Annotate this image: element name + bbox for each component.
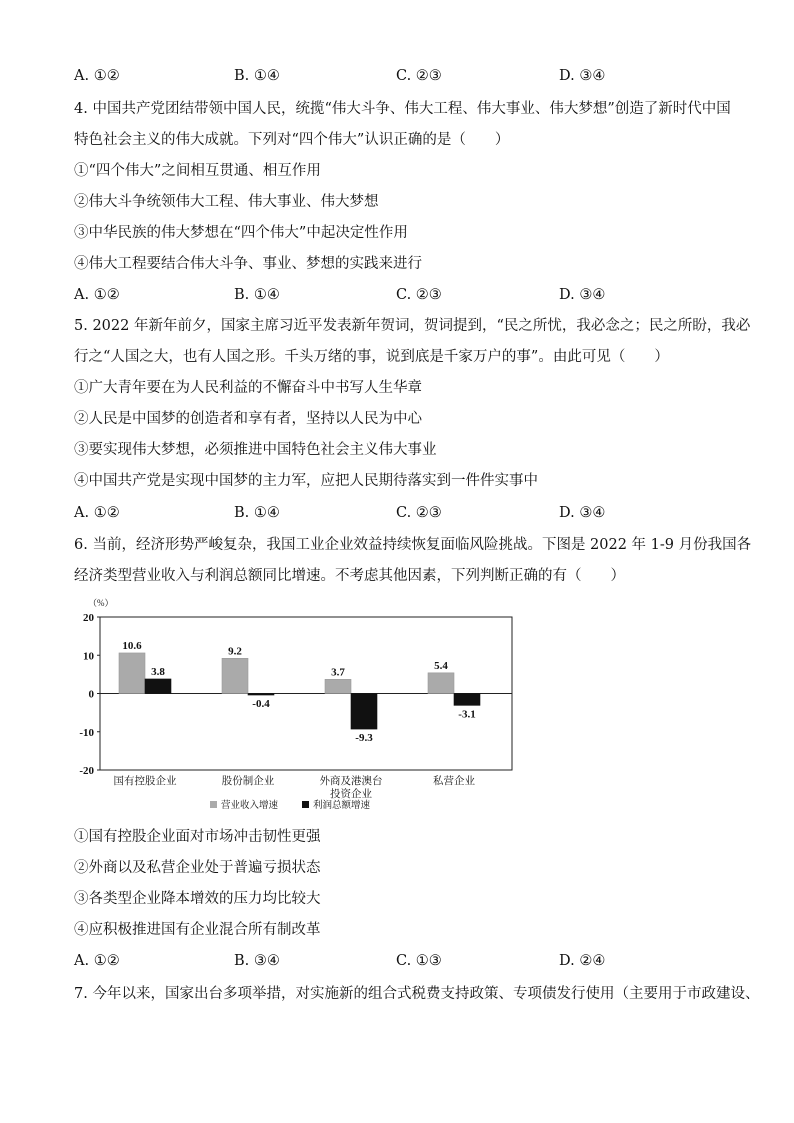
category-label: 股份制企业 [221, 776, 275, 787]
q6-item-3: ③各类型企业降本增效的压力均比较大 [74, 891, 321, 907]
option-d[interactable]: D. ③④ [559, 505, 606, 521]
q5-item-3: ③要实现伟大梦想，必须推进中国特色社会主义伟大事业 [74, 442, 437, 458]
q5-item-4: ④中国共产党是实现中国梦的主力军，应把人民期待落实到一件件实事中 [74, 473, 538, 489]
option-a[interactable]: A. ①② [74, 68, 120, 84]
legend-label: 利润总额增速 [313, 801, 371, 811]
option-a[interactable]: A. ①② [74, 287, 120, 303]
q4-options [74, 285, 714, 305]
bar-revenue [119, 653, 145, 694]
q4-item-2: ②伟大斗争统领伟大工程、伟大事业、伟大梦想 [74, 194, 379, 210]
bar-profit [454, 694, 480, 706]
q6-item-2: ②外商以及私营企业处于普遍亏损状态 [74, 860, 321, 876]
legend-swatch [302, 801, 309, 808]
q6-stem-line2: 经济类型营业收入与利润总额同比增速。不考虑其他因素，下列判断正确的有（ ） [74, 568, 625, 584]
q7-stem-line1: 7. 今年以来，国家出台多项举措，对实施新的组合式税费支持政策、专项债发行使用（主要用于市政建设、 [74, 986, 760, 1002]
q4-item-4: ④伟大工程要结合伟大斗争、事业、梦想的实践来进行 [74, 256, 422, 272]
data-label: -3.1 [458, 708, 476, 721]
option-b[interactable]: B. ③④ [234, 953, 280, 969]
option-a[interactable]: A. ①② [74, 953, 120, 969]
y-tick-label: 0 [88, 688, 94, 701]
legend-label: 营业收入增速 [221, 801, 279, 811]
legend-swatch [210, 801, 217, 808]
bar-revenue [325, 679, 351, 693]
data-label: 10.6 [122, 639, 142, 652]
option-b[interactable]: B. ①④ [234, 287, 280, 303]
q4-stem-line1: 4. 中国共产党团结带领中国人民，统揽“伟大斗争、伟大工程、伟大事业、伟大梦想”创造了新时代中国 [74, 101, 731, 117]
q6-options [74, 951, 714, 971]
option-d[interactable]: D. ②④ [559, 953, 606, 969]
y-tick-label: -20 [79, 765, 94, 777]
bar-profit [145, 679, 171, 694]
q5-item-2: ②人民是中国梦的创造者和享有者，坚持以人民为中心 [74, 411, 422, 427]
y-tick-label: 20 [83, 612, 94, 624]
bar-profit [248, 694, 274, 696]
option-c[interactable]: C. ②③ [396, 287, 442, 303]
category-label: 投资企业 [330, 789, 372, 800]
option-c[interactable]: C. ②③ [396, 505, 442, 521]
category-label: 国有控股企业 [113, 776, 177, 787]
option-d[interactable]: D. ③④ [559, 68, 606, 84]
category-label: 外商及港澳台 [319, 776, 383, 787]
q5-stem-line2: 行之“人国之大，也有人国之形。千头万绪的事，说到底是千家万户的事”。由此可见（ ） [74, 349, 669, 365]
y-tick-label: 10 [83, 650, 94, 663]
q4-item-1: ①“四个伟大”之间相互贯通、相互作用 [74, 163, 321, 179]
q5-item-1: ①广大青年要在为人民利益的不懈奋斗中书写人生华章 [74, 380, 422, 396]
data-label: 9.2 [228, 645, 242, 658]
bar-chart [62, 596, 522, 818]
option-b[interactable]: B. ①④ [234, 505, 280, 521]
option-c[interactable]: C. ①③ [396, 953, 442, 969]
bar-profit [351, 694, 377, 730]
category-label: 私营企业 [433, 776, 475, 787]
bar-revenue [222, 658, 248, 693]
bar-revenue [428, 673, 454, 694]
q4-stem-line2: 特色社会主义的伟大成就。下列对“四个伟大”认识正确的是（ ） [74, 132, 510, 148]
option-a[interactable]: A. ①② [74, 505, 120, 521]
y-tick-label: -10 [79, 726, 94, 739]
q4-item-3: ③中华民族的伟大梦想在“四个伟大”中起决定性作用 [74, 225, 408, 241]
q6-item-1: ①国有控股企业面对市场冲击韧性更强 [74, 829, 321, 845]
data-label: 3.8 [151, 665, 165, 678]
data-label: 5.4 [434, 659, 448, 672]
data-label: -0.4 [252, 698, 270, 711]
q6-item-4: ④应积极推进国有企业混合所有制改革 [74, 922, 321, 938]
option-b[interactable]: B. ①④ [234, 68, 280, 84]
option-c[interactable]: C. ②③ [396, 68, 442, 84]
q5-stem-line1: 5. 2022 年新年前夕，国家主席习近平发表新年贺词，贺词提到，“民之所忧，我必念之；民之所盼，我必 [74, 318, 751, 334]
q5-options [74, 503, 714, 523]
q6-stem-line1: 6. 当前，经济形势严峻复杂，我国工业企业效益持续恢复面临风险挑战。下图是 2022 年 1-9 月份我国各 [74, 537, 752, 553]
q3-options [74, 66, 714, 86]
option-d[interactable]: D. ③④ [559, 287, 606, 303]
y-axis-unit: （%） [88, 598, 114, 608]
data-label: 3.7 [331, 666, 345, 679]
data-label: -9.3 [355, 732, 373, 745]
